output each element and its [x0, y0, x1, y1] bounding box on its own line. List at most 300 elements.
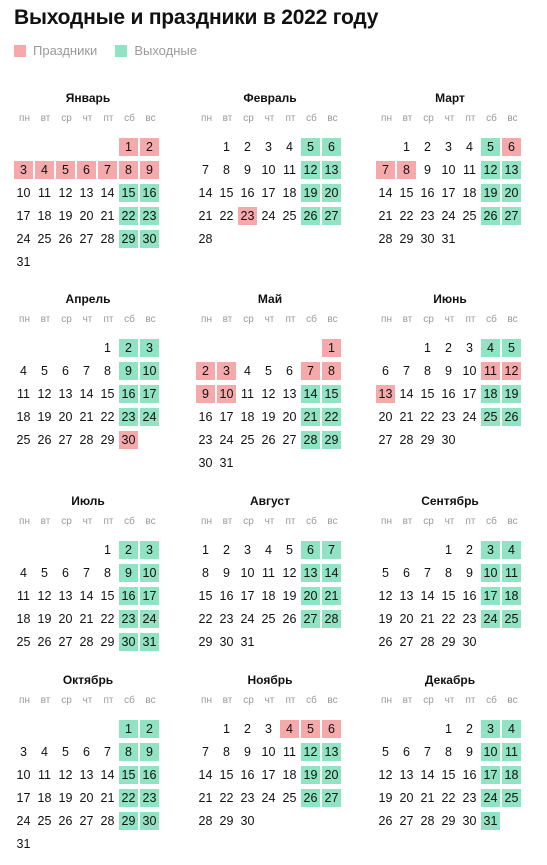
day-cell: 28 [79, 635, 94, 649]
day-cell: 18 [37, 209, 52, 223]
weekend-day-cell: 24 [140, 408, 159, 426]
day-cell: 2 [445, 341, 452, 355]
day-cell: 29 [399, 232, 414, 246]
weekend-day-cell: 13 [322, 743, 341, 761]
day-cell: 30 [462, 814, 477, 828]
day-cell: 23 [219, 612, 234, 626]
weekday-label: ср [243, 113, 254, 124]
weekend-day-cell: 17 [481, 587, 500, 605]
day-cell: 9 [466, 745, 473, 759]
day-cell: 7 [83, 566, 90, 580]
weekday-label: ср [61, 113, 72, 124]
weekday-label: чт [82, 516, 93, 527]
day-cell: 5 [41, 566, 48, 580]
day-cell: 23 [462, 791, 477, 805]
day-cell: 11 [262, 566, 275, 580]
weekend-day-cell: 6 [322, 138, 341, 156]
day-cell: 10 [261, 745, 276, 759]
weekend-day-cell: 16 [140, 184, 159, 202]
weekday-label: вс [327, 314, 338, 325]
weekend-day-cell: 16 [119, 587, 138, 605]
weekend-day-cell: 29 [119, 812, 138, 830]
day-cell: 21 [100, 209, 115, 223]
month-name: Январь [65, 91, 111, 105]
day-cell: 11 [17, 387, 30, 401]
weekend-day-cell: 25 [502, 610, 521, 628]
weekend-day-cell: 10 [140, 564, 159, 582]
holiday-day-cell: 9 [196, 385, 215, 403]
day-cell: 27 [378, 433, 393, 447]
day-cell: 13 [79, 186, 94, 200]
weekend-day-cell: 24 [481, 789, 500, 807]
legend-holidays-label: Праздники [33, 43, 98, 58]
weekend-day-cell: 12 [481, 161, 500, 179]
weekend-swatch [115, 45, 127, 57]
day-cell: 30 [219, 635, 234, 649]
day-cell: 20 [378, 410, 393, 424]
weekday-label: пн [201, 314, 212, 325]
day-cell: 21 [100, 791, 115, 805]
day-cell: 9 [466, 566, 473, 580]
day-cell: 28 [198, 814, 213, 828]
day-cell: 1 [445, 543, 452, 557]
day-cell: 30 [462, 635, 477, 649]
weekend-day-cell: 5 [502, 339, 521, 357]
day-cell: 18 [240, 410, 255, 424]
weekday-label: вт [222, 516, 233, 527]
day-cell: 3 [265, 722, 272, 736]
weekday-label: вт [402, 516, 413, 527]
weekday-label: чт [264, 516, 275, 527]
weekend-day-cell: 1 [119, 720, 138, 738]
day-cell: 14 [100, 768, 115, 782]
holiday-day-cell: 10 [217, 385, 236, 403]
day-cell: 22 [441, 791, 456, 805]
day-cell: 19 [58, 209, 73, 223]
day-cell: 25 [37, 814, 52, 828]
day-cell: 9 [223, 566, 230, 580]
day-cell: 31 [16, 255, 31, 269]
weekend-day-cell: 19 [301, 766, 320, 784]
day-cell: 17 [261, 186, 276, 200]
weekday-label: пн [19, 695, 30, 706]
day-cell: 18 [16, 410, 31, 424]
day-cell: 10 [16, 768, 31, 782]
day-cell: 11 [17, 589, 30, 603]
day-cell: 12 [282, 566, 297, 580]
weekend-day-cell: 24 [481, 610, 500, 628]
legend-weekends-label: Выходные [134, 43, 197, 58]
weekend-day-cell: 16 [140, 766, 159, 784]
day-cell: 11 [283, 163, 296, 177]
day-cell: 16 [240, 768, 255, 782]
holiday-day-cell: 2 [140, 138, 159, 156]
day-cell: 31 [441, 232, 456, 246]
weekday-label: чт [264, 113, 275, 124]
day-cell: 5 [41, 364, 48, 378]
weekday-label: пн [201, 695, 212, 706]
day-cell: 19 [282, 589, 297, 603]
weekend-day-cell: 7 [322, 541, 341, 559]
weekend-day-cell: 26 [301, 789, 320, 807]
weekend-day-cell: 27 [502, 207, 521, 225]
day-cell: 28 [378, 232, 393, 246]
day-cell: 19 [378, 612, 393, 626]
day-cell: 17 [261, 768, 276, 782]
day-cell: 6 [62, 364, 69, 378]
day-cell: 9 [424, 163, 431, 177]
weekend-day-cell: 23 [140, 789, 159, 807]
weekday-label: пт [103, 314, 114, 325]
holiday-day-cell: 1 [119, 138, 138, 156]
day-cell: 15 [100, 387, 115, 401]
day-cell: 2 [466, 722, 473, 736]
day-cell: 7 [202, 163, 209, 177]
holiday-day-cell: 6 [502, 138, 521, 156]
weekend-day-cell: 18 [502, 587, 521, 605]
day-cell: 4 [20, 364, 27, 378]
day-cell: 5 [382, 745, 389, 759]
weekday-label: ср [423, 113, 434, 124]
day-cell: 24 [16, 814, 31, 828]
day-cell: 11 [463, 163, 476, 177]
day-cell: 19 [261, 410, 276, 424]
weekend-day-cell: 20 [502, 184, 521, 202]
legend [14, 43, 215, 58]
day-cell: 3 [20, 745, 27, 759]
day-cell: 27 [399, 814, 414, 828]
weekday-label: пн [381, 695, 392, 706]
day-cell: 8 [445, 745, 452, 759]
weekday-label: ср [423, 516, 434, 527]
day-cell: 29 [219, 814, 234, 828]
weekend-day-cell: 2 [119, 541, 138, 559]
weekend-day-cell: 21 [322, 587, 341, 605]
day-cell: 19 [37, 410, 52, 424]
month-name: Апрель [65, 292, 111, 306]
weekend-day-cell: 10 [481, 564, 500, 582]
weekday-label: пн [381, 516, 392, 527]
day-cell: 15 [100, 589, 115, 603]
day-cell: 5 [265, 364, 272, 378]
day-cell: 28 [198, 232, 213, 246]
weekend-day-cell: 16 [119, 385, 138, 403]
weekday-label: вс [507, 695, 518, 706]
day-cell: 1 [104, 341, 111, 355]
day-cell: 8 [202, 566, 209, 580]
day-cell: 13 [58, 589, 73, 603]
day-cell: 22 [420, 410, 435, 424]
day-cell: 14 [198, 768, 213, 782]
weekday-label: сб [486, 695, 497, 706]
weekend-day-cell: 5 [481, 138, 500, 156]
holiday-day-cell: 8 [119, 161, 138, 179]
holiday-day-cell: 23 [238, 207, 257, 225]
weekday-label: ср [243, 695, 254, 706]
day-cell: 17 [219, 410, 234, 424]
day-cell: 22 [399, 209, 414, 223]
weekend-day-cell: 12 [301, 161, 320, 179]
day-cell: 24 [441, 209, 456, 223]
weekday-label: вт [40, 516, 51, 527]
day-cell: 11 [241, 387, 254, 401]
day-cell: 1 [202, 543, 209, 557]
day-cell: 18 [282, 768, 297, 782]
day-cell: 24 [219, 433, 234, 447]
day-cell: 9 [244, 163, 251, 177]
weekday-label: вс [145, 695, 156, 706]
weekend-day-cell: 31 [140, 633, 159, 651]
weekday-label: вт [402, 695, 413, 706]
holiday-day-cell: 3 [217, 362, 236, 380]
day-cell: 1 [403, 140, 410, 154]
day-cell: 18 [261, 589, 276, 603]
day-cell: 8 [223, 745, 230, 759]
weekend-day-cell: 19 [481, 184, 500, 202]
day-cell: 6 [382, 364, 389, 378]
holiday-day-cell: 2 [196, 362, 215, 380]
day-cell: 4 [265, 543, 272, 557]
weekend-day-cell: 9 [119, 362, 138, 380]
day-cell: 22 [100, 410, 115, 424]
day-cell: 24 [261, 791, 276, 805]
day-cell: 26 [58, 232, 73, 246]
weekend-day-cell: 4 [502, 720, 521, 738]
holiday-day-cell: 4 [35, 161, 54, 179]
day-cell: 15 [420, 387, 435, 401]
weekday-label: ср [243, 516, 254, 527]
day-cell: 12 [261, 387, 276, 401]
day-cell: 5 [286, 543, 293, 557]
weekday-label: сб [486, 314, 497, 325]
day-cell: 19 [58, 791, 73, 805]
month-name: Ноябрь [247, 673, 293, 687]
weekday-label: пт [465, 113, 476, 124]
day-cell: 14 [79, 589, 94, 603]
weekday-label: вт [222, 695, 233, 706]
day-cell: 23 [198, 433, 213, 447]
day-cell: 19 [37, 612, 52, 626]
day-cell: 4 [41, 745, 48, 759]
weekday-label: пт [103, 516, 114, 527]
weekday-label: чт [444, 113, 455, 124]
weekday-label: чт [82, 314, 93, 325]
day-cell: 15 [441, 768, 456, 782]
day-cell: 11 [283, 745, 296, 759]
day-cell: 2 [466, 543, 473, 557]
weekend-day-cell: 27 [301, 610, 320, 628]
weekday-label: вт [402, 113, 413, 124]
day-cell: 20 [58, 612, 73, 626]
weekend-day-cell: 2 [119, 339, 138, 357]
weekday-label: чт [264, 314, 275, 325]
weekday-label: пн [19, 516, 30, 527]
day-cell: 10 [462, 364, 477, 378]
day-cell: 30 [198, 456, 213, 470]
day-cell: 23 [240, 791, 255, 805]
day-cell: 28 [420, 814, 435, 828]
weekend-day-cell: 20 [301, 587, 320, 605]
weekend-day-cell: 2 [140, 720, 159, 738]
day-cell: 24 [16, 232, 31, 246]
day-cell: 24 [240, 612, 255, 626]
day-cell: 17 [462, 387, 477, 401]
weekend-day-cell: 14 [322, 564, 341, 582]
weekend-day-cell: 11 [502, 743, 521, 761]
weekend-day-cell: 25 [481, 408, 500, 426]
day-cell: 18 [16, 612, 31, 626]
day-cell: 29 [441, 814, 456, 828]
day-cell: 16 [462, 589, 477, 603]
day-cell: 16 [219, 589, 234, 603]
day-cell: 25 [462, 209, 477, 223]
weekend-day-cell: 10 [140, 362, 159, 380]
day-cell: 14 [79, 387, 94, 401]
month-name: Май [257, 292, 283, 306]
weekend-day-cell: 3 [481, 720, 500, 738]
weekend-day-cell: 17 [481, 766, 500, 784]
weekend-day-cell: 11 [502, 564, 521, 582]
day-cell: 27 [79, 232, 94, 246]
day-cell: 9 [244, 745, 251, 759]
day-cell: 21 [420, 612, 435, 626]
weekday-label: ср [61, 314, 72, 325]
day-cell: 10 [261, 163, 276, 177]
day-cell: 15 [441, 589, 456, 603]
weekday-label: пт [465, 314, 476, 325]
day-cell: 21 [198, 791, 213, 805]
weekday-label: ср [61, 695, 72, 706]
weekday-label: ср [243, 314, 254, 325]
weekday-label: чт [444, 695, 455, 706]
day-cell: 22 [198, 612, 213, 626]
weekday-label: чт [444, 516, 455, 527]
day-cell: 16 [462, 768, 477, 782]
day-cell: 25 [16, 433, 31, 447]
weekend-day-cell: 14 [301, 385, 320, 403]
weekday-label: вс [145, 516, 156, 527]
day-cell: 2 [223, 543, 230, 557]
holiday-day-cell: 7 [376, 161, 395, 179]
weekday-label: пт [285, 516, 296, 527]
weekday-label: пт [103, 113, 114, 124]
day-cell: 7 [424, 745, 431, 759]
day-cell: 7 [403, 364, 410, 378]
day-cell: 5 [382, 566, 389, 580]
weekday-label: вт [40, 695, 51, 706]
day-cell: 18 [282, 186, 297, 200]
holiday-swatch [14, 45, 26, 57]
weekend-day-cell: 3 [140, 541, 159, 559]
day-cell: 28 [79, 433, 94, 447]
weekend-day-cell: 17 [140, 587, 159, 605]
weekday-label: пт [465, 695, 476, 706]
weekday-label: вт [40, 113, 51, 124]
day-cell: 20 [399, 791, 414, 805]
holiday-day-cell: 11 [481, 362, 500, 380]
weekend-day-cell: 20 [322, 184, 341, 202]
weekend-day-cell: 29 [119, 230, 138, 248]
weekend-day-cell: 31 [481, 812, 500, 830]
day-cell: 13 [282, 387, 297, 401]
weekday-label: сб [306, 113, 317, 124]
day-cell: 26 [282, 612, 297, 626]
weekend-day-cell: 3 [140, 339, 159, 357]
weekday-label: пн [201, 113, 212, 124]
day-cell: 7 [83, 364, 90, 378]
day-cell: 21 [79, 410, 94, 424]
weekday-label: вс [145, 113, 156, 124]
day-cell: 25 [261, 612, 276, 626]
holiday-day-cell: 8 [322, 362, 341, 380]
holiday-day-cell: 1 [322, 339, 341, 357]
day-cell: 1 [104, 543, 111, 557]
weekend-day-cell: 22 [322, 408, 341, 426]
weekend-day-cell: 22 [119, 789, 138, 807]
day-cell: 4 [244, 364, 251, 378]
day-cell: 26 [261, 433, 276, 447]
weekend-day-cell: 18 [502, 766, 521, 784]
weekday-label: вс [145, 314, 156, 325]
weekend-day-cell: 23 [140, 207, 159, 225]
day-cell: 21 [378, 209, 393, 223]
weekday-label: вс [507, 516, 518, 527]
day-cell: 27 [58, 635, 73, 649]
month-name: Февраль [243, 91, 297, 105]
day-cell: 25 [282, 209, 297, 223]
weekend-day-cell: 26 [301, 207, 320, 225]
weekday-label: чт [444, 314, 455, 325]
day-cell: 22 [219, 791, 234, 805]
weekend-day-cell: 29 [322, 431, 341, 449]
day-cell: 25 [240, 433, 255, 447]
weekday-label: вт [222, 113, 233, 124]
weekend-day-cell: 26 [481, 207, 500, 225]
day-cell: 4 [20, 566, 27, 580]
weekend-day-cell: 13 [322, 161, 341, 179]
day-cell: 13 [79, 768, 94, 782]
day-cell: 7 [424, 566, 431, 580]
day-cell: 8 [223, 163, 230, 177]
weekday-label: вт [402, 314, 413, 325]
day-cell: 11 [38, 186, 51, 200]
weekend-day-cell: 5 [301, 138, 320, 156]
holiday-day-cell: 8 [397, 161, 416, 179]
weekend-day-cell: 18 [481, 385, 500, 403]
day-cell: 6 [286, 364, 293, 378]
day-cell: 24 [462, 410, 477, 424]
day-cell: 3 [265, 140, 272, 154]
weekday-label: сб [124, 695, 135, 706]
weekday-label: сб [486, 516, 497, 527]
day-cell: 26 [378, 814, 393, 828]
day-cell: 27 [79, 814, 94, 828]
holiday-day-cell: 3 [14, 161, 33, 179]
day-cell: 12 [58, 768, 73, 782]
day-cell: 26 [58, 814, 73, 828]
day-cell: 29 [420, 433, 435, 447]
day-cell: 1 [424, 341, 431, 355]
day-cell: 2 [244, 140, 251, 154]
day-cell: 18 [462, 186, 477, 200]
day-cell: 23 [462, 612, 477, 626]
weekday-label: пн [19, 113, 30, 124]
day-cell: 5 [62, 745, 69, 759]
day-cell: 1 [223, 722, 230, 736]
weekend-day-cell: 9 [119, 564, 138, 582]
day-cell: 2 [424, 140, 431, 154]
day-cell: 20 [79, 791, 94, 805]
